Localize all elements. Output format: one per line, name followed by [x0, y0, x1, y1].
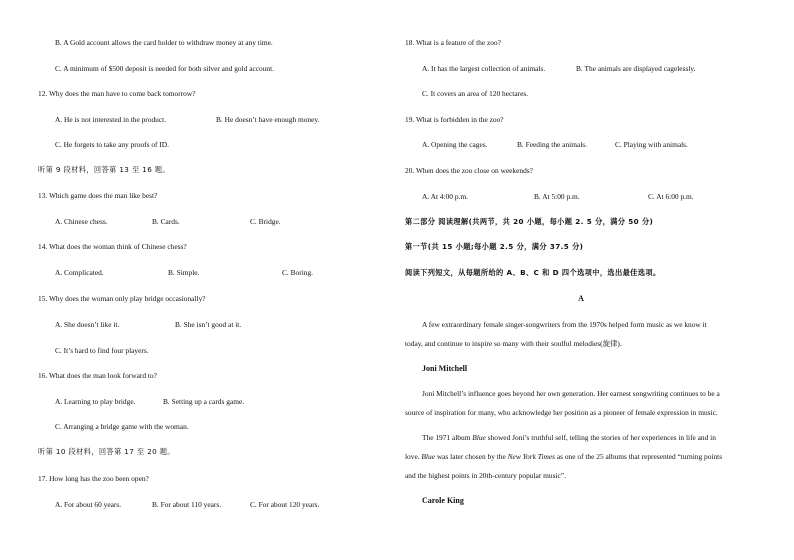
newspaper-title: New York Times [507, 452, 555, 461]
passage-paragraph-3-line-2: love. Blue was later chosen by the New York Times as one of the 25 albums that represented “turning points [405, 452, 723, 461]
question-19: 19. What is forbidden in the zoo? [405, 115, 504, 124]
passage-letter: A [578, 294, 584, 303]
question-17: 17. How long has the zoo been open? [38, 474, 149, 483]
q14-option-b: B. Simple. [168, 268, 200, 277]
question-12: 12. Why does the man have to come back tomorrow? [38, 89, 196, 98]
q15-option-a: A. She doesn’t like it. [55, 320, 120, 329]
passage-paragraph-2-line-2: source of inspiration for many, who acknowledge her position as a pioneer of female expression in music. [405, 408, 718, 417]
question-16: 16. What does the man look forward to? [38, 371, 157, 380]
q11-option-c: C. A minimum of $500 deposit is needed for both silver and gold account. [55, 64, 275, 73]
q19-option-b: B. Feeding the animals. [517, 140, 587, 149]
q16-option-c: C. Arranging a bridge game with the woman. [55, 422, 189, 431]
question-13: 13. Which game does the man like best? [38, 191, 158, 200]
q18-option-c: C. It covers an area of 120 hectares. [422, 89, 529, 98]
q13-option-a: A. Chinese chess. [55, 217, 108, 226]
album-title-blue: Blue [472, 433, 486, 442]
q15-option-b: B. She isn’t good at it. [175, 320, 242, 329]
passage-paragraph-3-line-3: and the highest points in 20th-century popular music”. [405, 471, 566, 480]
q12-option-a: A. He is not interested in the product. [55, 115, 167, 124]
section-10-instruction: 听第 10 段材料，回答第 17 至 20 题。 [38, 447, 175, 456]
album-title-blue: Blue [421, 452, 435, 461]
q17-option-c: C. For about 120 years. [250, 500, 320, 509]
q14-option-c: C. Boring. [282, 268, 314, 277]
q19-option-a: A. Opening the cages. [422, 140, 488, 149]
q18-option-a: A. It has the largest collection of animals. [422, 64, 546, 73]
question-20: 20. When does the zoo close on weekends? [405, 166, 533, 175]
q20-option-b: B. At 5:00 p.m. [534, 192, 580, 201]
question-14: 14. What does the woman think of Chinese chess? [38, 242, 187, 251]
q17-option-b: B. For about 110 years. [152, 500, 222, 509]
q12-option-b: B. He doesn’t have enough money. [216, 115, 320, 124]
q20-option-a: A. At 4:00 p.m. [422, 192, 468, 201]
question-15: 15. Why does the woman only play bridge occasionally? [38, 294, 206, 303]
part-2-heading: 第二部分 阅读理解(共两节，共 20 小题，每小题 2. 5 分，满分 50 分) [405, 217, 654, 226]
q15-option-c: C. It’s hard to find four players. [55, 346, 149, 355]
q16-option-a: A. Learning to play bridge. [55, 397, 136, 406]
heading-joni-mitchell: Joni Mitchell [422, 364, 468, 373]
q12-option-c: C. He forgets to take any proofs of ID. [55, 140, 169, 149]
passage-paragraph-2-line-1: Joni Mitchell’s influence goes beyond her own generation. Her earnest songwriting continues to be a [422, 389, 720, 398]
q13-option-c: C. Bridge. [250, 217, 281, 226]
q17-option-a: A. For about 60 years. [55, 500, 122, 509]
q16-option-b: B. Setting up a cards game. [163, 397, 245, 406]
q14-option-a: A. Complicated. [55, 268, 104, 277]
passage-paragraph-1-line-2: today, and continue to inspire so many with their soulful melodies(旋律). [405, 339, 622, 348]
q18-option-b: B. The animals are displayed cagelessly. [576, 64, 696, 73]
section-1-heading: 第一节(共 15 小题;每小题 2.5 分，满分 37.5 分) [405, 242, 584, 251]
q20-option-c: C. At 6:00 p.m. [648, 192, 694, 201]
q19-option-c: C. Playing with animals. [615, 140, 688, 149]
heading-carole-king: Carole King [422, 496, 464, 505]
passage-paragraph-1-line-1: A few extraordinary female singer-songwriters from the 1970s helped form music as we know it [422, 320, 707, 329]
reading-instruction: 阅读下列短文，从每题所给的 A、B、C 和 D 四个选项中，选出最佳选项。 [405, 268, 661, 277]
passage-paragraph-3-line-1: The 1971 album Blue showed Joni’s truthful self, telling the stories of her experiences in life and in [422, 433, 716, 442]
q13-option-b: B. Cards. [152, 217, 180, 226]
question-18: 18. What is a feature of the zoo? [405, 38, 501, 47]
q11-option-b: B. A Gold account allows the card holder to withdraw money at any time. [55, 38, 273, 47]
section-9-instruction: 听第 9 段材料，回答第 13 至 16 题。 [38, 165, 171, 174]
